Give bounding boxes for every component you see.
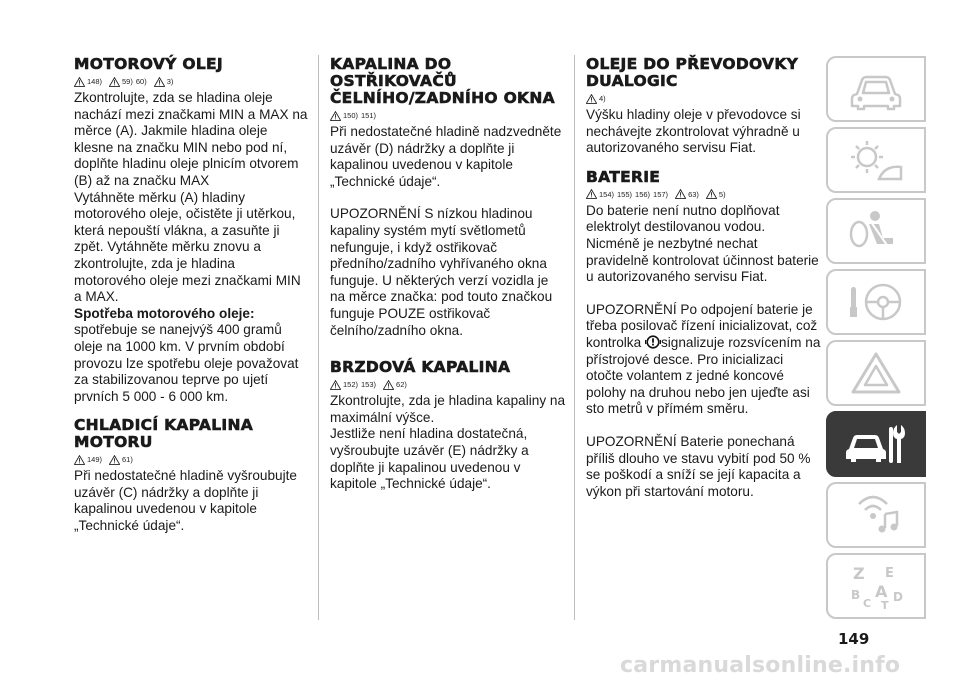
ref-link[interactable]: 148) xyxy=(87,77,103,86)
svg-text:B: B xyxy=(851,588,861,602)
paragraph: Vytáhněte měrku (A) hladiny motorového oleje, očistěte ji utěrkou, která nepouští vlákna, a zasuňte ji zpět. Vytáhněte měrku znovu a zkontrolujte, zda je hladina motorového oleje mezi značkami MIN a MAX. xyxy=(74,189,301,305)
warning-icon xyxy=(109,77,120,87)
warning-icon xyxy=(675,189,686,199)
ref-link[interactable]: 155) xyxy=(617,189,633,199)
ref-link[interactable]: 62) xyxy=(396,380,407,390)
column-2 xyxy=(330,56,566,493)
page-number: 149 xyxy=(838,630,870,648)
ref-link[interactable]: 153) xyxy=(361,380,377,390)
paragraph: Při nedostatečné hladině vyšroubujte uzávěr (C) nádržky a doplňte ji kapalinou uvedenou v kapitole „Technické údaje“. xyxy=(74,468,297,534)
ref-link[interactable]: 59) xyxy=(122,77,133,86)
steering-warning-icon xyxy=(645,335,661,349)
heading-washer-fluid: KAPALINA DO OSTŘIKOVAČŮ ČELNÍHO/ZADNÍHO OKNA xyxy=(330,55,555,107)
dashboard-lights-icon xyxy=(845,135,907,185)
paragraph-text: spotřebuje se nanejvýš 400 gramů oleje na 1000 km. V prvním období provozu lze spotřebu oleje považovat za stabilizovanou teprve po ujetí prvních 5 000 - 6 000 km. xyxy=(74,322,299,404)
paragraph xyxy=(586,302,822,418)
warning-icon xyxy=(586,189,597,199)
chapter-tabs xyxy=(826,56,926,624)
heading-battery: BATERIE xyxy=(586,167,661,186)
ref-link[interactable]: 3) xyxy=(166,77,174,86)
reference-marks xyxy=(330,108,566,123)
paragraph-text: UPOZORNĚNÍ Po odpojení baterie je třeba posilovač řízení inicializovat, což kontrolka xyxy=(586,301,818,350)
heading-brake-fluid: BRZDOVÁ KAPALINA xyxy=(330,358,511,377)
paragraph: UPOZORNĚNÍ Baterie ponechaná příliš dlouho ve stavu vybití pod 50 % se poškodí a sníží se její kapacita a výkon při startování motoru. xyxy=(586,433,811,499)
svg-text:A: A xyxy=(875,582,888,601)
warning-icon xyxy=(586,94,597,104)
ref-link[interactable]: 61) xyxy=(122,455,133,465)
svg-text:E: E xyxy=(885,566,894,581)
airbag-seat-icon xyxy=(845,206,907,256)
ref-link[interactable]: 63) xyxy=(688,189,699,199)
ref-link[interactable]: 157) xyxy=(653,189,669,199)
paragraph: Výšku hladiny oleje v převodovce si nechávejte zkontrolovat výhradně u autorizovaného servisu Fiat. xyxy=(586,107,801,156)
warning-icon xyxy=(154,77,165,87)
svg-text:T: T xyxy=(881,599,889,611)
alphabet-index-icon xyxy=(845,561,907,611)
column-divider xyxy=(574,55,575,620)
column-3 xyxy=(586,56,822,500)
paragraph: Zkontrolujte, zda se hladina oleje nachází mezi značkami MIN a MAX na měrce (A). Jakmile hladina oleje klesne na značku MIN nebo pod ní, doplňte hladinu oleje plnicím otvorem (B) až na značku MAX xyxy=(74,90,308,188)
warning-icon xyxy=(74,77,85,87)
ref-link[interactable]: 5) xyxy=(718,189,726,199)
tab-dashboard-lights[interactable] xyxy=(826,127,926,193)
column-1 xyxy=(74,56,310,535)
svg-text:Z: Z xyxy=(853,564,865,583)
tab-maintenance[interactable] xyxy=(826,411,926,477)
ref-link[interactable]: 152) xyxy=(343,380,359,390)
warning-icon xyxy=(383,380,394,390)
paragraph xyxy=(74,306,310,406)
warning-icon xyxy=(330,111,341,121)
heading-motor-oil: MOTOROVÝ OLEJ xyxy=(74,55,223,73)
ref-link[interactable]: 60) xyxy=(135,77,147,86)
warning-icon xyxy=(706,189,717,199)
key-steering-wheel-icon xyxy=(845,277,907,327)
paragraph: Do baterie není nutno doplňovat elektrolyt destilovanou vodou. Nicméně je nezbytné nechat pravidelně kontrolovat účinnost baterie u autorizovaného servisu Fiat. xyxy=(586,202,819,285)
paragraph: Při nedostatečné hladině nadzvedněte uzávěr (D) nádržky a doplňte ji kapalinou uvedenou v kapitole „Technické údaje“. xyxy=(330,124,562,189)
ref-link[interactable]: 156) xyxy=(635,189,651,199)
paragraph-text: signalizuje rozsvícením na přístrojové desce. Pro inicializaci otočte volantem z jedné koncové polohy na druhou nebo jen ujeďte asi sto metrů v přímém směru. xyxy=(586,334,821,417)
warning-icon xyxy=(109,455,120,465)
ref-link[interactable]: 149) xyxy=(87,455,103,465)
car-wrench-icon xyxy=(845,419,907,469)
svg-text:C: C xyxy=(863,597,872,610)
watermark: carmanualsonline.info xyxy=(620,653,901,678)
paragraph: UPOZORNĚNÍ S nízkou hladinou kapaliny systém mytí světlometů nefunguje, i když ostřikovač předního/zadního vyhřívaného okna funguje. U některých verzí vozidla je na měrce značka: pod touto značkou funguje POUZE ostřikovač čelního/zadního okna. xyxy=(330,206,553,338)
tab-car-overview[interactable] xyxy=(826,56,926,122)
tab-multimedia[interactable] xyxy=(826,482,926,548)
ref-link[interactable]: 151) xyxy=(361,111,377,120)
reference-marks xyxy=(74,452,310,467)
car-front-icon xyxy=(845,64,907,114)
paragraph: Jestliže není hladina dostatečná, vyšroubujte uzávěr (E) nádržky a doplňte ji kapalinou uvedenou v kapitole „Technické údaje“. xyxy=(330,426,529,492)
ref-link[interactable]: 154) xyxy=(599,189,615,199)
reference-marks xyxy=(74,74,310,89)
paragraph: Zkontrolujte, zda je hladina kapaliny na maximální výšce. xyxy=(330,393,566,425)
multimedia-icon xyxy=(845,490,907,540)
reference-marks xyxy=(330,377,566,392)
tab-starting-driving[interactable] xyxy=(826,269,926,335)
warning-icon xyxy=(74,455,85,465)
heading-coolant: CHLADICÍ KAPALINA MOTORU xyxy=(74,416,254,452)
heading-gearbox-oil: OLEJE DO PŘEVODOVKY DUALOGIC xyxy=(586,55,799,90)
reference-marks xyxy=(586,187,822,202)
tab-emergency[interactable] xyxy=(826,340,926,406)
svg-text:D: D xyxy=(893,590,903,604)
reference-marks xyxy=(586,91,822,106)
ref-link[interactable]: 4) xyxy=(599,94,606,103)
ref-link[interactable]: 150) xyxy=(343,111,359,120)
column-divider xyxy=(318,55,319,620)
warning-icon xyxy=(330,380,341,390)
tab-index[interactable] xyxy=(826,553,926,619)
warning-triangle-icon xyxy=(845,348,907,398)
tab-safety[interactable] xyxy=(826,198,926,264)
bold-lead: Spotřeba motorového oleje: xyxy=(74,305,255,321)
